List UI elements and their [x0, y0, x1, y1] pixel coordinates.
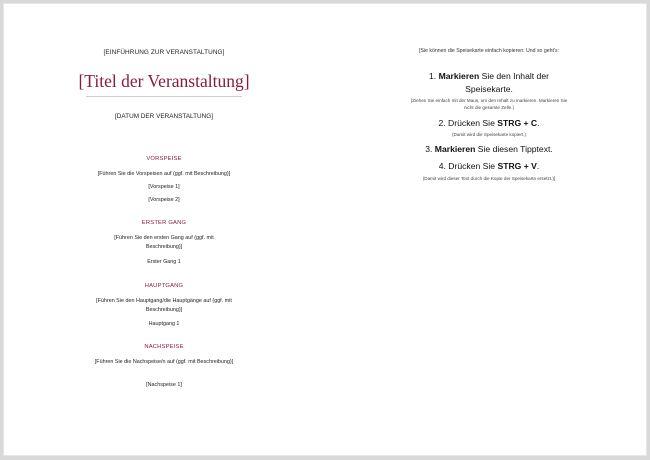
step-text: .	[536, 161, 540, 171]
tip-step-3[interactable]	[399, 143, 579, 156]
tip-step-1[interactable]	[407, 70, 571, 96]
title-divider	[86, 96, 242, 97]
step-number: 4.	[438, 161, 446, 171]
tip-intro[interactable]: [Sie können die Speisekarte einfach kopieren: Und so geht's:	[419, 48, 559, 54]
step-text: .	[537, 118, 540, 128]
event-date[interactable]: [DATUM DER VERANSTALTUNG]	[115, 113, 213, 120]
section-heading-dessert: NACHSPEISE	[144, 344, 184, 350]
section-description-starter[interactable]: [Führen Sie die Vorspeisen auf (ggf. mit Beschreibung)]	[97, 171, 231, 177]
step-keyword: STRG + V	[497, 161, 537, 171]
tip-step-note: (Damit wird dieser Text durch die Kopie der Speisekarte ersetzt.)]	[422, 176, 556, 181]
step-keyword: Markieren	[434, 144, 476, 154]
step-text: Drücken Sie	[445, 118, 498, 128]
menu-item[interactable]: [Nachspeise 1]	[146, 382, 182, 388]
section-description-main-course[interactable]: [Führen Sie den Hauptgang/die Hauptgänge auf (ggf. mit Beschreibung)]	[96, 298, 232, 313]
tip-step-note: (Damit wird die Speisekarte kopiert.)	[451, 132, 527, 137]
step-number: 3.	[425, 144, 433, 154]
tip-step-2[interactable]	[399, 117, 579, 130]
step-text: Sie den Inhalt der Speisekarte.	[465, 71, 549, 94]
menu-page	[3, 3, 647, 456]
menu-item[interactable]: [Vorspeise 1]	[148, 184, 180, 190]
section-heading-first-course: ERSTER GANG	[141, 220, 187, 226]
step-text: Sie diesen Tipptext.	[475, 144, 553, 154]
menu-item[interactable]: Erster Gang 1	[147, 259, 181, 265]
menu-item[interactable]: [Vorspeise 2]	[148, 197, 180, 203]
event-intro[interactable]: [EINFÜHRUNG ZUR VERANSTALTUNG]	[103, 49, 225, 56]
menu-item[interactable]: Hauptgang 1	[148, 321, 180, 327]
step-number: 1.	[429, 71, 437, 81]
section-heading-starter: VORSPEISE	[146, 156, 182, 162]
event-title[interactable]: [Titel der Veranstaltung]	[78, 71, 250, 91]
section-heading-main-course: HAUPTGANG	[144, 283, 184, 289]
step-keyword: Markieren	[438, 71, 480, 81]
step-keyword: STRG + C	[497, 118, 538, 128]
section-description-first-course[interactable]: [Führen Sie den ersten Gang auf (ggf. mit Beschreibung)]	[114, 235, 214, 250]
step-number: 2.	[438, 118, 446, 128]
tip-step-4[interactable]	[399, 160, 579, 173]
section-description-dessert[interactable]: [Führen Sie die Nachspeise/n auf (ggf. mit Beschreibung)]	[94, 359, 234, 365]
step-text: Drücken Sie	[445, 161, 498, 171]
tip-step-note: (Ziehen Sie einfach mit der Maus, um den Inhalt zu markieren. Markieren Sie nicht die gesamte Zelle.)	[410, 98, 568, 110]
